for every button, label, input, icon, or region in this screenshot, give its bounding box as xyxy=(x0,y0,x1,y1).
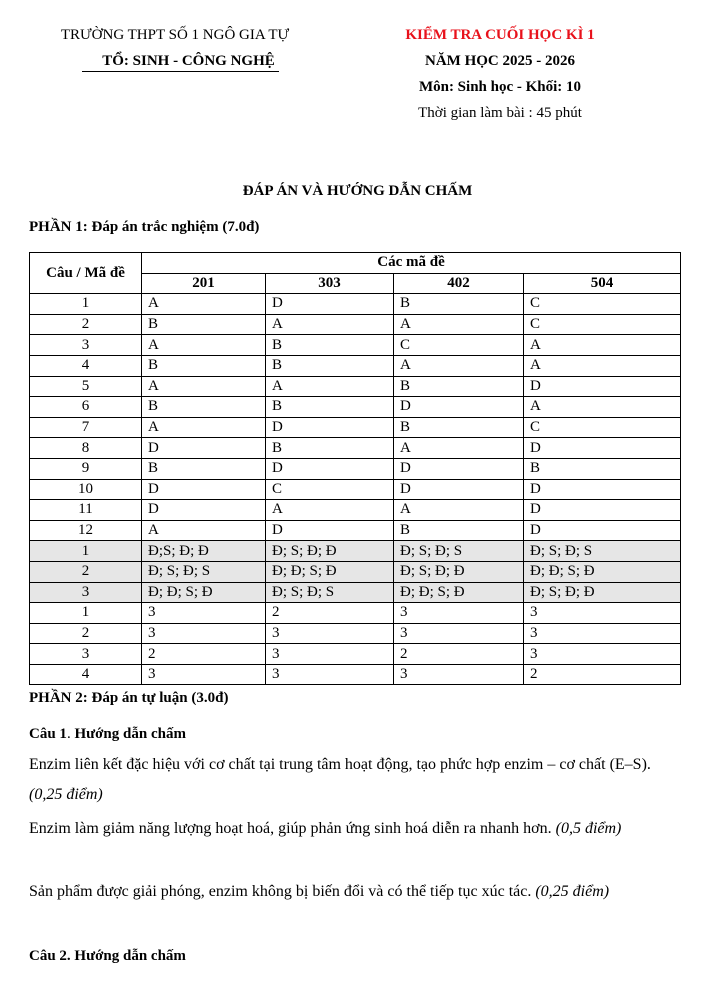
answer-cell: 3 xyxy=(524,603,681,624)
question-number-cell: 4 xyxy=(30,355,142,376)
answer-cell: A xyxy=(142,376,266,397)
question-number-cell: 7 xyxy=(30,417,142,438)
answer-paragraph-1 xyxy=(29,750,679,810)
score-note: (0,25 điểm) xyxy=(29,786,103,803)
answer-cell: D xyxy=(524,479,681,500)
score-note: (0,25 điểm) xyxy=(535,883,610,900)
answer-cell: Đ; S; Đ; S xyxy=(524,541,681,562)
score-note: (0,5 điểm) xyxy=(555,820,622,837)
answer-cell: D xyxy=(142,479,266,500)
table-row xyxy=(30,561,681,582)
answer-cell: A xyxy=(142,335,266,356)
question-number-cell: 3 xyxy=(30,582,142,603)
table-row xyxy=(30,314,681,335)
table-row xyxy=(30,458,681,479)
answer-cell: Đ; S; Đ; Đ xyxy=(266,541,394,562)
answer-cell: B xyxy=(266,355,394,376)
answer-cell: B xyxy=(266,438,394,459)
answer-cell: C xyxy=(524,314,681,335)
exam-duration: Thời gian làm bài : 45 phút xyxy=(418,105,582,121)
answer-cell: 2 xyxy=(266,603,394,624)
answer-cell: D xyxy=(142,438,266,459)
table-row xyxy=(30,520,681,541)
answer-cell: 3 xyxy=(266,664,394,685)
answer-cell: D xyxy=(394,397,524,418)
table-row xyxy=(30,541,681,562)
exam-title: KIỂM TRA CUỐI HỌC KÌ 1 xyxy=(405,27,595,43)
answer-cell: Đ;S; Đ; Đ xyxy=(142,541,266,562)
table-row xyxy=(30,664,681,685)
code-header: 504 xyxy=(524,273,681,294)
table-row xyxy=(30,417,681,438)
answer-cell: D xyxy=(266,294,394,315)
answer-cell: C xyxy=(524,417,681,438)
table-row xyxy=(30,479,681,500)
answer-cell: B xyxy=(142,458,266,479)
answer-cell: 3 xyxy=(394,623,524,644)
question1-label: Câu 1 xyxy=(29,726,67,742)
answer-cell: A xyxy=(394,500,524,521)
answer-cell: A xyxy=(266,500,394,521)
answer-cell: 2 xyxy=(394,644,524,665)
answer-table-body xyxy=(30,294,681,685)
answer-cell: D xyxy=(524,438,681,459)
question-number-cell: 2 xyxy=(30,623,142,644)
answer-cell: B xyxy=(266,335,394,356)
answer-cell: 3 xyxy=(266,623,394,644)
answer-cell: 3 xyxy=(394,664,524,685)
answer-cell: Đ; S; Đ; Đ xyxy=(524,582,681,603)
answer-cell: D xyxy=(524,376,681,397)
answer-cell: B xyxy=(394,520,524,541)
answer-cell: B xyxy=(524,458,681,479)
table-row xyxy=(30,335,681,356)
question-number-cell: 11 xyxy=(30,500,142,521)
answer-cell: A xyxy=(524,397,681,418)
answer-cell: A xyxy=(142,520,266,541)
answer-cell: Đ; S; Đ; S xyxy=(266,582,394,603)
answer-cell: B xyxy=(142,397,266,418)
table-row xyxy=(30,376,681,397)
table-row xyxy=(30,603,681,624)
answer-cell: C xyxy=(266,479,394,500)
answer-cell: D xyxy=(524,500,681,521)
school-year: NĂM HỌC 2025 - 2026 xyxy=(425,53,575,69)
answer-cell: A xyxy=(524,355,681,376)
answer-cell: B xyxy=(142,314,266,335)
paragraph-text: Sản phẩm được giải phóng, enzim không bị biến đổi và có thể tiếp tục xúc tác. xyxy=(29,883,536,900)
subject-grade: Môn: Sinh học - Khối: 10 xyxy=(418,79,582,95)
answer-paragraph-3 xyxy=(29,877,679,907)
table-row xyxy=(30,644,681,665)
question-number-cell: 4 xyxy=(30,664,142,685)
answer-cell: Đ; Đ; S; Đ xyxy=(266,561,394,582)
question-number-cell: 5 xyxy=(30,376,142,397)
question1-title: Hướng dẫn chấm xyxy=(74,726,186,742)
question-number-cell: 2 xyxy=(30,314,142,335)
code-header: 303 xyxy=(266,273,394,294)
question1-separator: . xyxy=(66,726,75,742)
answer-cell: B xyxy=(394,417,524,438)
question-number-cell: 12 xyxy=(30,520,142,541)
table-row xyxy=(30,397,681,418)
question-number-cell: 2 xyxy=(30,561,142,582)
codes-group-header: Các mã đề xyxy=(142,253,681,274)
answer-cell: B xyxy=(142,355,266,376)
answer-cell: A xyxy=(266,314,394,335)
answer-cell: 3 xyxy=(266,644,394,665)
answer-paragraph-2 xyxy=(29,814,679,844)
table-row xyxy=(30,582,681,603)
answer-cell: Đ; Đ; S; Đ xyxy=(142,582,266,603)
answer-cell: A xyxy=(266,376,394,397)
answer-cell: A xyxy=(394,314,524,335)
table-row xyxy=(30,623,681,644)
answer-cell: A xyxy=(394,355,524,376)
answer-cell: 2 xyxy=(142,644,266,665)
question-number-cell: 9 xyxy=(30,458,142,479)
answer-cell: 3 xyxy=(142,664,266,685)
answer-cell: Đ; Đ; S; Đ xyxy=(394,582,524,603)
question2-heading: Câu 2. Hướng dẫn chấm xyxy=(29,948,186,964)
answer-cell: Đ; S; Đ; S xyxy=(394,541,524,562)
answer-cell: D xyxy=(524,520,681,541)
table-row xyxy=(30,438,681,459)
answer-cell: D xyxy=(394,458,524,479)
question-number-cell: 10 xyxy=(30,479,142,500)
table-row xyxy=(30,355,681,376)
question1-heading xyxy=(29,725,186,743)
answer-cell: D xyxy=(266,520,394,541)
department-name: TỔ: SINH - CÔNG NGHỆ xyxy=(102,53,275,69)
table-row xyxy=(30,500,681,521)
answer-cell: 3 xyxy=(524,623,681,644)
paragraph-text: Enzim liên kết đặc hiệu với cơ chất tại trung tâm hoạt động, tạo phức hợp enzim – cơ chất (E–S). xyxy=(29,756,651,773)
page-title: ĐÁP ÁN VÀ HƯỚNG DẪN CHẤM xyxy=(242,183,473,199)
question-number-cell: 1 xyxy=(30,541,142,562)
answer-cell: D xyxy=(266,417,394,438)
answer-table xyxy=(29,252,681,685)
answer-cell: Đ; S; Đ; S xyxy=(142,561,266,582)
code-header: 201 xyxy=(142,273,266,294)
answer-cell: Đ; Đ; S; Đ xyxy=(524,561,681,582)
answer-cell: B xyxy=(394,376,524,397)
answer-cell: C xyxy=(524,294,681,315)
answer-cell: Đ; S; Đ; Đ xyxy=(394,561,524,582)
answer-cell: A xyxy=(142,417,266,438)
code-header: 402 xyxy=(394,273,524,294)
answer-cell: 3 xyxy=(394,603,524,624)
answer-cell: 2 xyxy=(524,664,681,685)
part2-heading: PHẦN 2: Đáp án tự luận (3.0đ) xyxy=(29,690,229,706)
question-code-header: Câu / Mã đề xyxy=(30,253,142,294)
answer-cell: 3 xyxy=(142,623,266,644)
question-number-cell: 3 xyxy=(30,644,142,665)
answer-cell: D xyxy=(266,458,394,479)
answer-cell: D xyxy=(394,479,524,500)
question-number-cell: 1 xyxy=(30,294,142,315)
question-number-cell: 8 xyxy=(30,438,142,459)
answer-cell: A xyxy=(142,294,266,315)
answer-cell: A xyxy=(524,335,681,356)
question-number-cell: 1 xyxy=(30,603,142,624)
answer-cell: B xyxy=(394,294,524,315)
school-name: TRƯỜNG THPT SỐ 1 NGÔ GIA TỰ xyxy=(60,27,290,43)
answer-cell: C xyxy=(394,335,524,356)
answer-cell: 3 xyxy=(524,644,681,665)
answer-cell: 3 xyxy=(142,603,266,624)
question-number-cell: 3 xyxy=(30,335,142,356)
department-underline xyxy=(82,71,279,72)
answer-cell: D xyxy=(142,500,266,521)
answer-cell: B xyxy=(266,397,394,418)
question-number-cell: 6 xyxy=(30,397,142,418)
table-row xyxy=(30,294,681,315)
paragraph-text: Enzim làm giảm năng lượng hoạt hoá, giúp phản ứng sinh hoá diễn ra nhanh hơn. xyxy=(29,820,556,837)
answer-cell: A xyxy=(394,438,524,459)
part1-heading: PHẦN 1: Đáp án trắc nghiệm (7.0đ) xyxy=(29,219,260,235)
